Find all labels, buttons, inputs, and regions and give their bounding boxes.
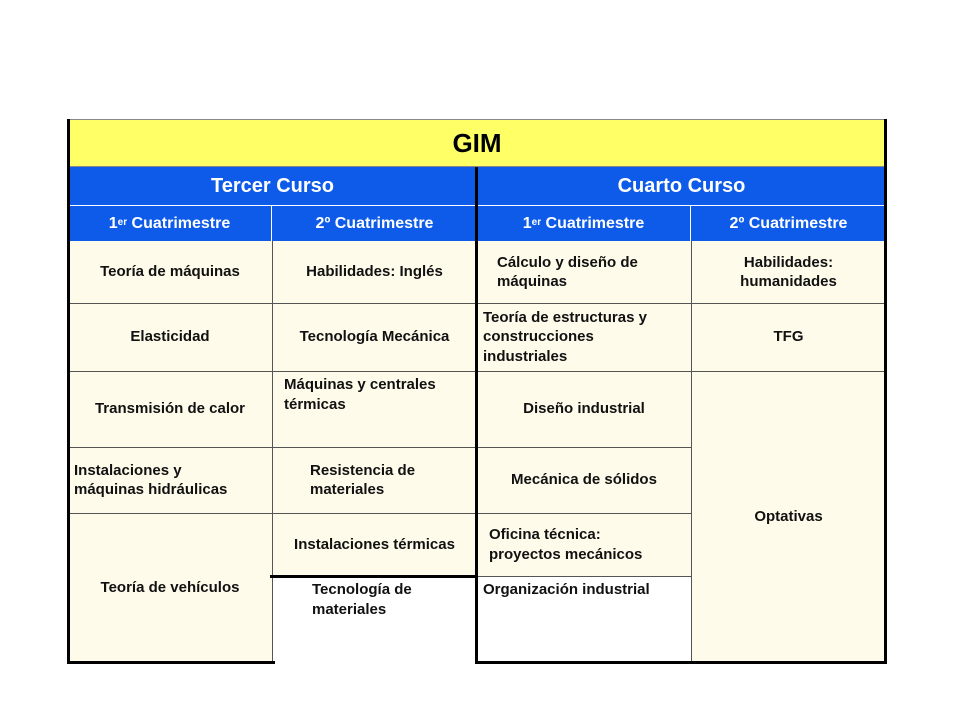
subject-cell: TFG [691,303,886,371]
semester-header-1: 1 $^{er}$ Cuatrimestre [68,205,272,241]
course-header-fourth: Cuarto Curso [477,167,886,205]
course-header-third: Tercer Curso [68,167,477,205]
grid-line [68,513,691,514]
subject-cell: Teoría de estructuras y construcciones industriales [477,303,691,371]
semester-header-2: 2º Cuatrimestre [272,205,477,241]
subject-cell: Organización industrial [477,576,691,662]
block-separator [270,575,478,578]
grid-line [272,241,273,662]
subject-cell: Elasticidad [68,303,272,371]
grid-line [691,241,692,662]
subject-cell: Habilidades: humanidades [691,241,886,303]
grid-line [68,447,691,448]
subject-cell: Tecnología Mecánica [272,303,477,371]
subject-cell: Teoría de vehículos [68,513,272,662]
subject-cell: Diseño industrial [477,371,691,447]
grid-line [477,576,691,577]
outer-border-right [884,119,887,664]
table-title: GIM [452,127,502,158]
subject-cell: Máquinas y centrales térmicas [272,371,477,447]
outer-border-bottom-left [67,661,275,664]
table-title-cell [68,119,886,167]
subject-cell: Mecánica de sólidos [477,447,691,513]
course-divider [475,167,478,664]
subject-cell: Optativas [691,371,886,662]
subject-cell: Transmisión de calor [68,371,272,447]
subject-cell: Instalaciones térmicas [272,513,477,576]
outer-border-left [67,119,70,664]
subject-cell: Cálculo y diseño de máquinas [477,241,691,303]
semester-header-4: 2º Cuatrimestre [691,205,886,241]
semester-header-3: 1 $^{er}$ Cuatrimestre [477,205,691,241]
subject-cell: Resistencia de materiales [272,447,477,513]
subject-cell: Oficina técnica: proyectos mecánicos [477,513,691,576]
outer-border-bottom-right [476,661,887,664]
subject-cell: Instalaciones y máquinas hidráulicas [68,447,272,513]
subject-cell: Teoría de máquinas [68,241,272,303]
subject-cell: Tecnología de materiales [272,576,477,662]
subject-cell: Habilidades: Inglés [272,241,477,303]
